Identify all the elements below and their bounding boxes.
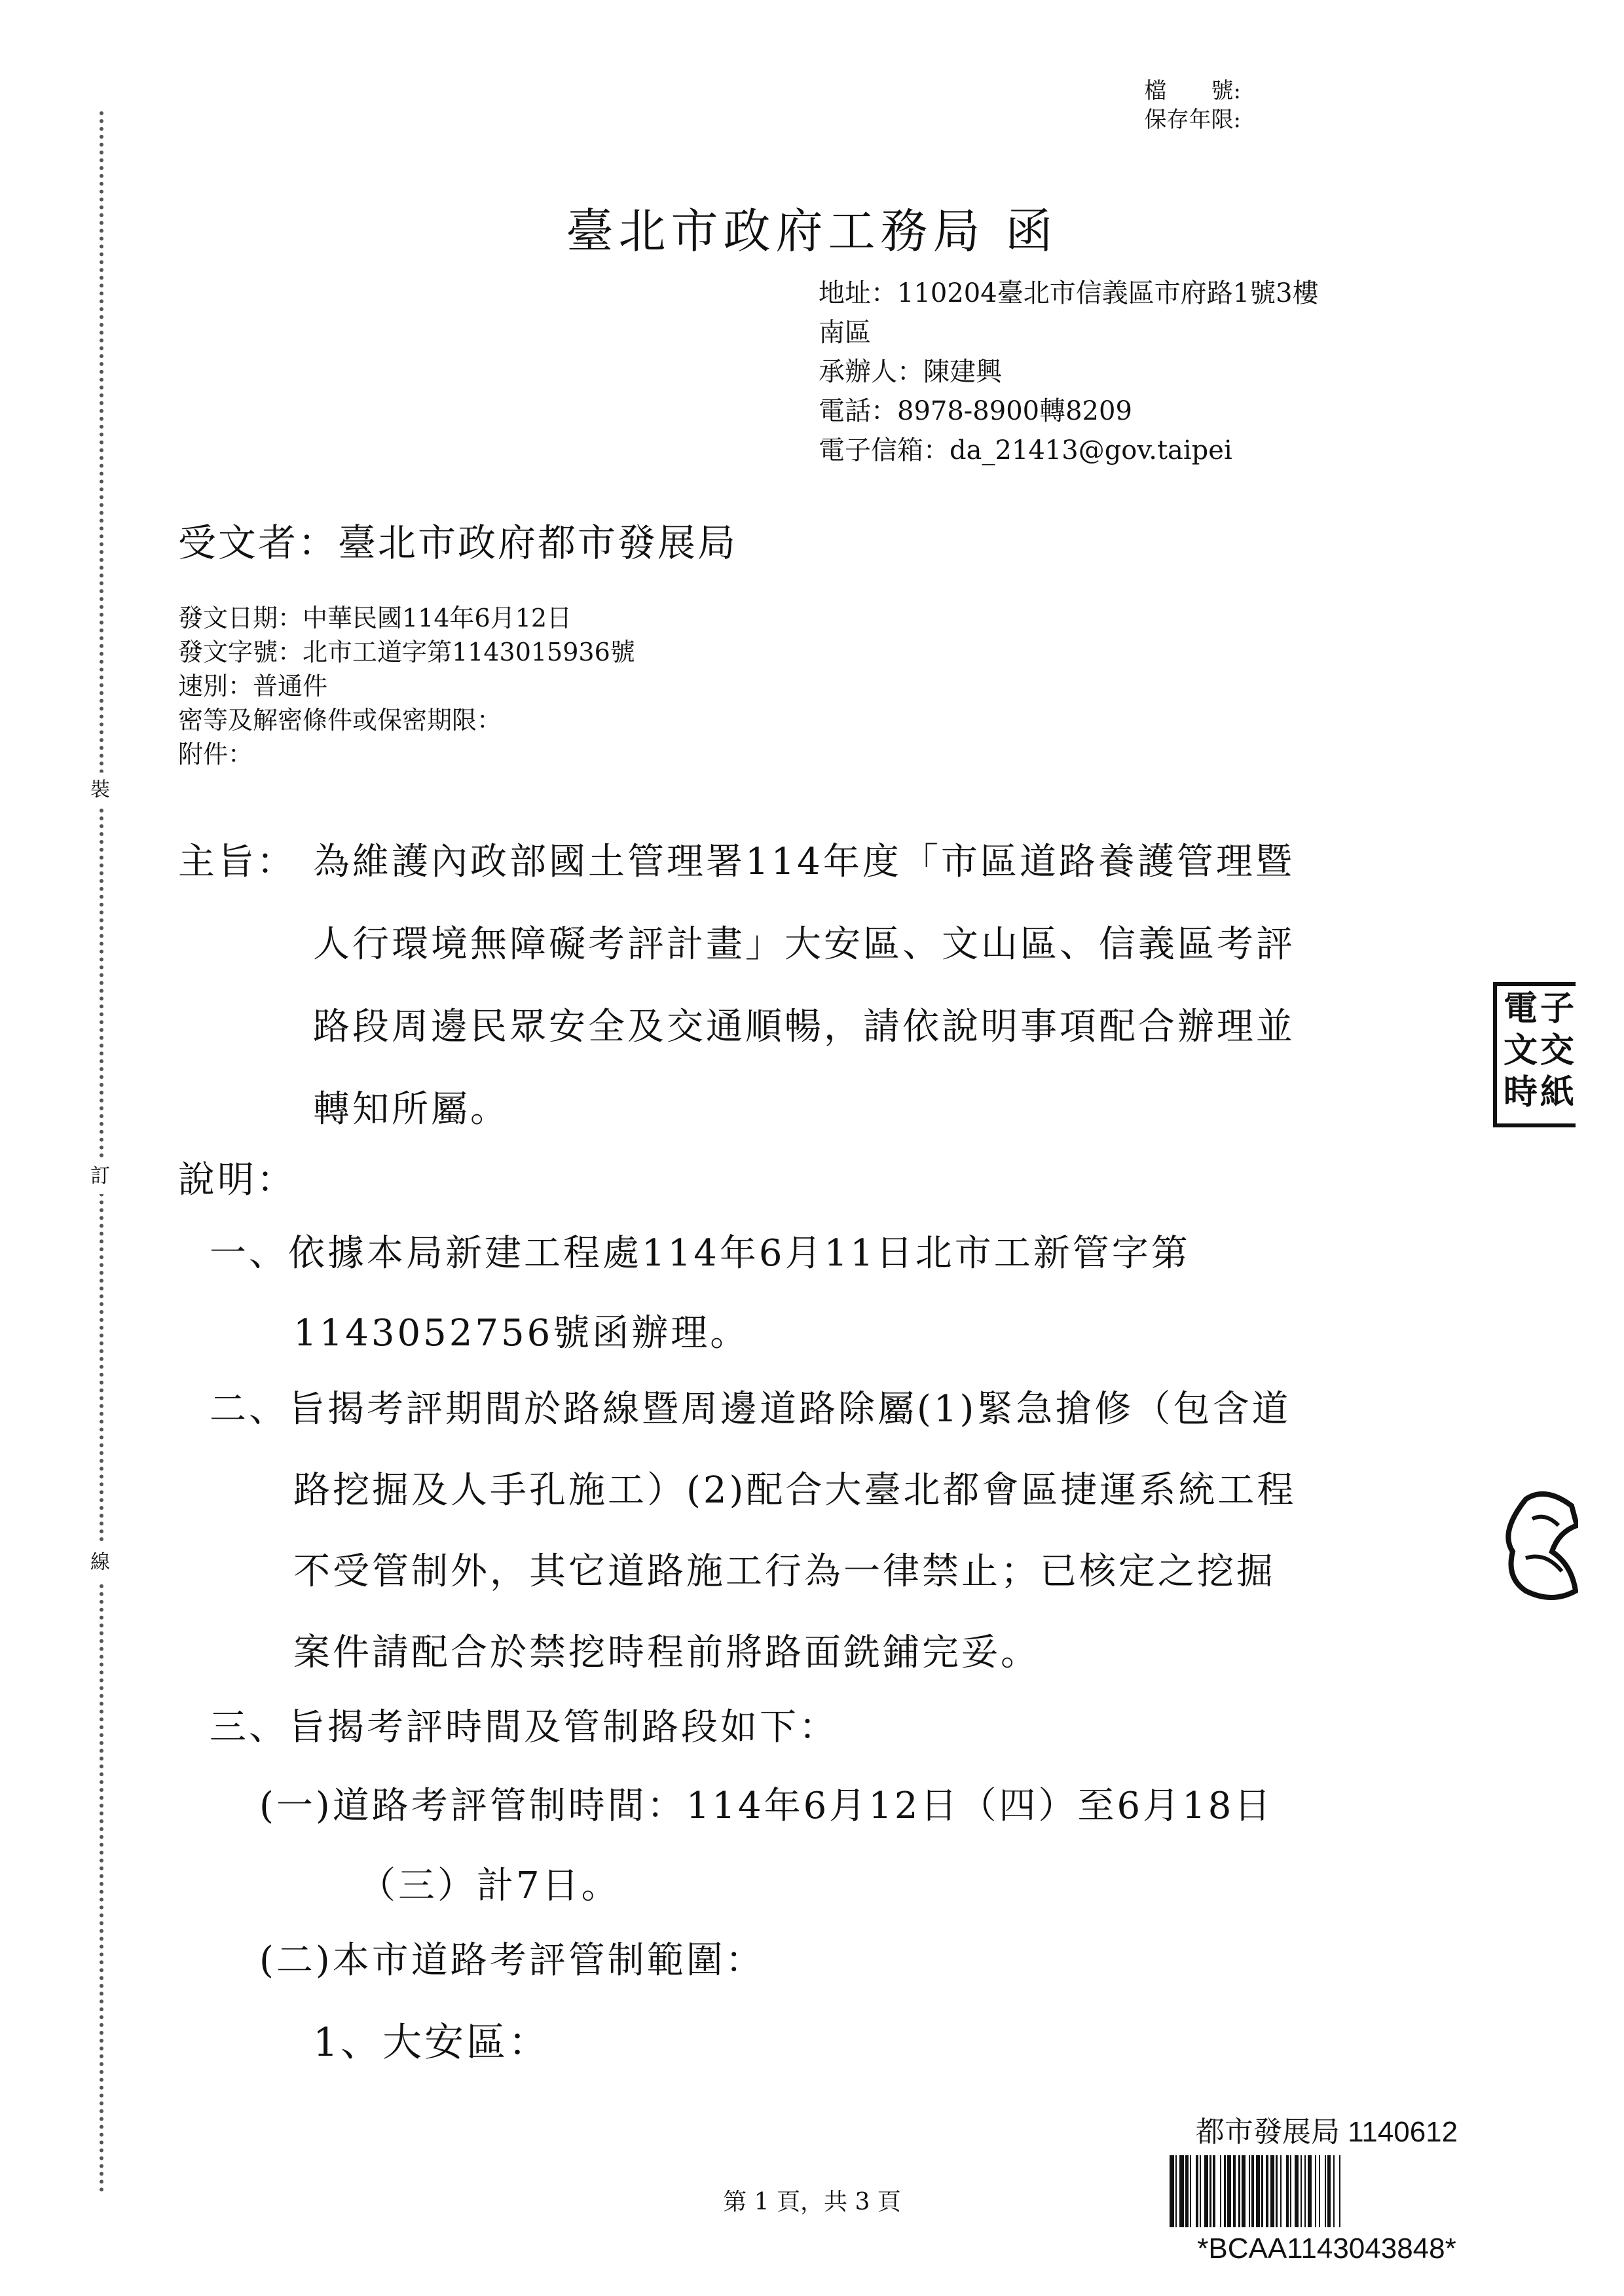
delivery-speed: 速別：普通件 xyxy=(178,672,328,701)
subject-line: 人行環境無障礙考評計畫」大安區、文山區、信義區考評 xyxy=(313,923,1295,966)
barcode-bar xyxy=(1282,2155,1286,2227)
stamp-char: 電 xyxy=(1504,989,1538,1029)
subject-line: 為維護內政部國土管理署114年度「市區道路養護管理暨 xyxy=(313,841,1295,883)
stamp-char: 子 xyxy=(1540,989,1575,1029)
explanation-sub-1-cont: （三）計7日。 xyxy=(359,1865,621,1907)
sender-address-line-1: 地址：110204臺北市信義區市府路1號3樓 xyxy=(819,278,1319,308)
subject-label: 主旨： xyxy=(178,841,296,883)
stamp-char: 文 xyxy=(1504,1030,1538,1070)
barcode-code: *BCAA1143043848* xyxy=(1197,2232,1456,2265)
barcode-bar xyxy=(1170,2155,1174,2227)
seal-stamp-fragment xyxy=(1500,1486,1578,1604)
page-number: 第 1 頁，共 3 頁 xyxy=(723,2189,901,2215)
file-number-label: 檔 號: xyxy=(1144,78,1241,104)
barcode-bar xyxy=(1215,2155,1220,2227)
explanation-sub-1: (一)道路考評管制時間：114年6月12日（四）至6月18日 xyxy=(259,1785,1274,1827)
binding-mark-ding: 訂 xyxy=(90,1159,110,1194)
explanation-item-2-cont: 案件請配合於禁挖時程前將路面銑鋪完妥。 xyxy=(293,1631,1040,1674)
stamp-char: 紙 xyxy=(1540,1072,1575,1112)
barcode xyxy=(1170,2155,1484,2227)
barcode-bar xyxy=(1335,2155,1339,2227)
subject-line: 轉知所屬。 xyxy=(313,1088,509,1131)
explanation-label: 說明： xyxy=(178,1159,296,1201)
explanation-item-1-cont: 1143052756號函辦理。 xyxy=(293,1312,750,1355)
sender-phone: 電話：8978-8900轉8209 xyxy=(819,396,1132,426)
subject-line: 路段周邊民眾安全及交通順暢，請依說明事項配合辦理並 xyxy=(313,1006,1295,1048)
stamp-char: 交 xyxy=(1540,1030,1575,1070)
barcode-bar xyxy=(1295,2155,1299,2227)
explanation-item-1: 一、依據本局新建工程處114年6月11日北市工新管字第 xyxy=(210,1232,1190,1275)
secrecy-level: 密等及解密條件或保密期限： xyxy=(178,706,502,735)
barcode-block xyxy=(1170,2108,1484,2265)
issue-date: 發文日期：中華民國114年6月12日 xyxy=(178,604,572,632)
binding-mark-zhuang: 裝 xyxy=(90,773,110,808)
sender-email: 電子信箱：da_21413@gov.taipei xyxy=(819,435,1232,465)
explanation-item-2: 二、旨揭考評期間於路線暨周邊道路除屬(1)緊急搶修（包含道 xyxy=(210,1388,1291,1430)
document-title: 臺北市政府工務局 函 xyxy=(566,204,1058,259)
barcode-bar xyxy=(1227,2155,1232,2227)
explanation-item-2-cont: 路挖掘及人手孔施工）(2)配合大臺北都會區捷運系統工程 xyxy=(293,1469,1297,1512)
issue-number: 發文字號：北市工道字第1143015936號 xyxy=(178,638,635,666)
recipient: 受文者：臺北市政府都市發展局 xyxy=(178,520,738,565)
barcode-bar xyxy=(1256,2155,1261,2227)
barcode-bar xyxy=(1270,2155,1275,2227)
stamp-char: 時 xyxy=(1504,1072,1538,1112)
barcode-bar xyxy=(1320,2155,1325,2227)
barcode-bar xyxy=(1179,2155,1184,2227)
barcode-bar xyxy=(1308,2155,1312,2227)
barcode-bar xyxy=(1204,2155,1209,2227)
sender-address-line-2: 南區 xyxy=(819,318,871,348)
sender-contact: 承辦人：陳建興 xyxy=(819,357,1002,387)
explanation-sub-2: (二)本市道路考評管制範圍： xyxy=(259,1939,765,1982)
document-info xyxy=(178,601,635,771)
barcode-label: 都市發展局 1140612 xyxy=(1195,2116,1458,2148)
sender-info xyxy=(819,274,1319,470)
district-1: 1、大安區： xyxy=(313,2020,551,2066)
barcode-bar xyxy=(1191,2155,1196,2227)
binding-dotted-line xyxy=(100,111,103,2193)
barcode-bar xyxy=(1242,2155,1246,2227)
explanation-item-3: 三、旨揭考評時間及管制路段如下： xyxy=(210,1706,838,1749)
electronic-stamp xyxy=(1493,982,1576,1127)
binding-mark-xian: 線 xyxy=(90,1545,110,1580)
attachment: 附件： xyxy=(178,740,253,769)
retention-period-label: 保存年限: xyxy=(1144,107,1241,133)
barcode-bar xyxy=(1340,2155,1343,2227)
explanation-item-2-cont: 不受管制外，其它道路施工行為一律禁止；已核定之挖掘 xyxy=(293,1550,1276,1593)
